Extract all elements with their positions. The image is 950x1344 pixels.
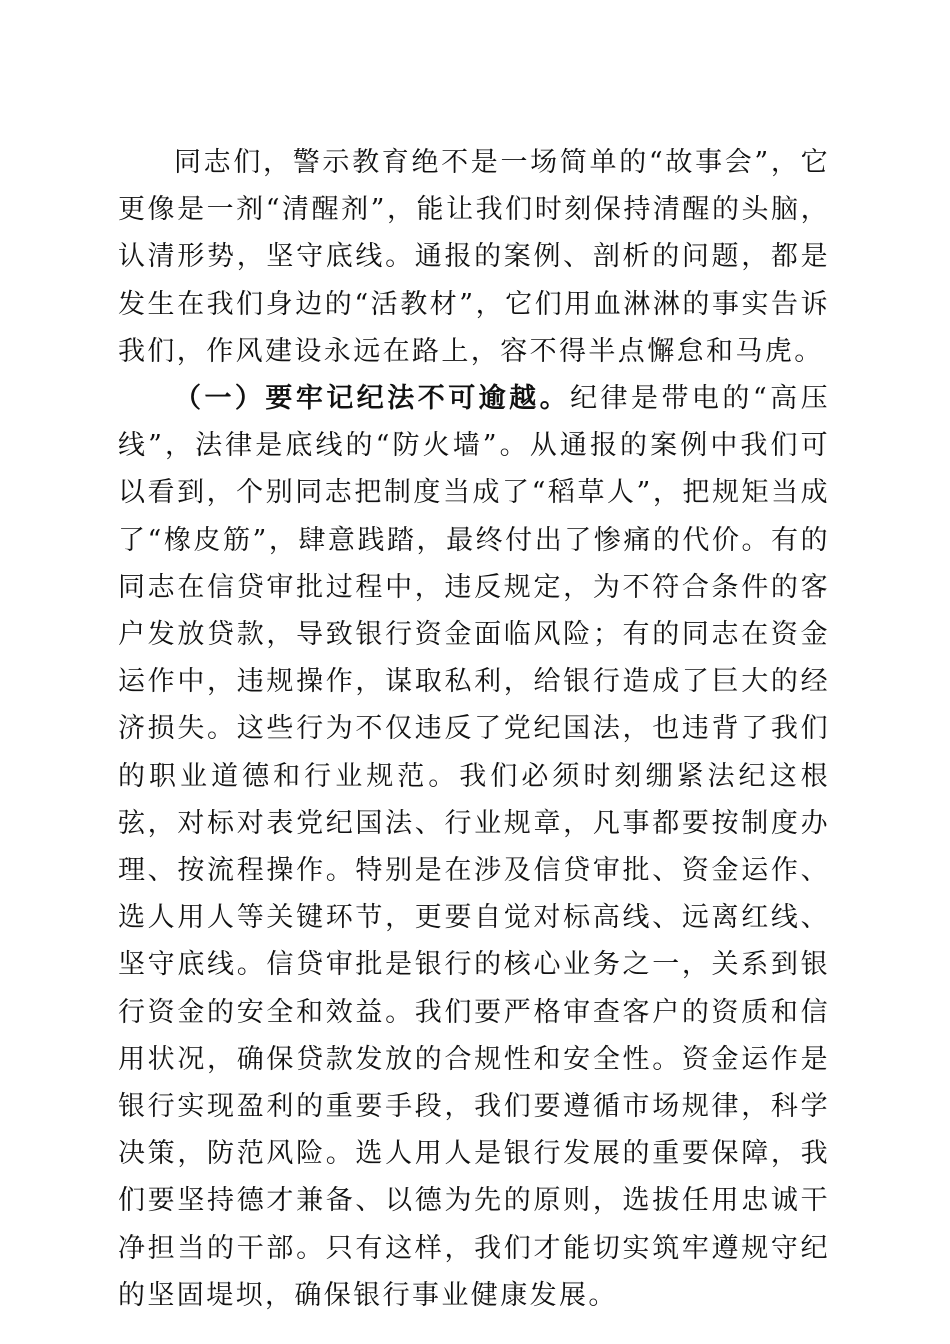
section-1-heading: （一）要牢记纪法不可逾越。: [174, 383, 571, 415]
section-1-text: 纪律是带电的“高压线”，法律是底线的“防火墙”。从通报的案例中我们可以看到，个别同志把制度当成了“稻草人”，把规矩当成了“橡皮筋”，肆意践踏，最终付出了惨痛的代价。有的同志在信贷审批过程中，违反规定，为不符合条件的客户发放贷款，导致银行资金面临风险；有的同志在资金运作中，违规操作，谋取私利，给银行造成了巨大的经济损失。这些行为不仅违反了党纪国法，也违背了我们的职业道德和行业规范。我们必须时刻绷紧法纪这根弦，对标对表党纪国法、行业规章，凡事都要按制度办理、按流程操作。特别是在涉及信贷审批、资金运作、选人用人等关键环节，更要自觉对标高线、远离红线、坚守底线。信贷审批是银行的核心业务之一，关系到银行资金的安全和效益。我们要严格审查客户的资质和信用状况，确保贷款发放的合规性和安全性。资金运作是银行实现盈利的重要手段，我们要遵循市场规律，科学决策，防范风险。选人用人是银行发展的重要保障，我们要坚持德才兼备、以德为先的原则，选拔任用忠诚干净担当的干部。只有这样，我们才能切实筑牢遵规守纪的坚固堤坝，确保银行事业健康发展。: [118, 383, 830, 1311]
paragraph-section-1: [118, 375, 830, 1319]
document-body: [118, 139, 830, 1319]
paragraph-intro-text: 同志们，警示教育绝不是一场简单的“故事会”，它更像是一剂“清醒剂”，能让我们时刻保持清醒的头脑，认清形势，坚守底线。通报的案例、剖析的问题，都是发生在我们身边的“活教材”，它们用血淋淋的事实告诉我们，作风建设永远在路上，容不得半点懈怠和马虎。: [118, 147, 830, 367]
paragraph-intro: [118, 139, 830, 375]
